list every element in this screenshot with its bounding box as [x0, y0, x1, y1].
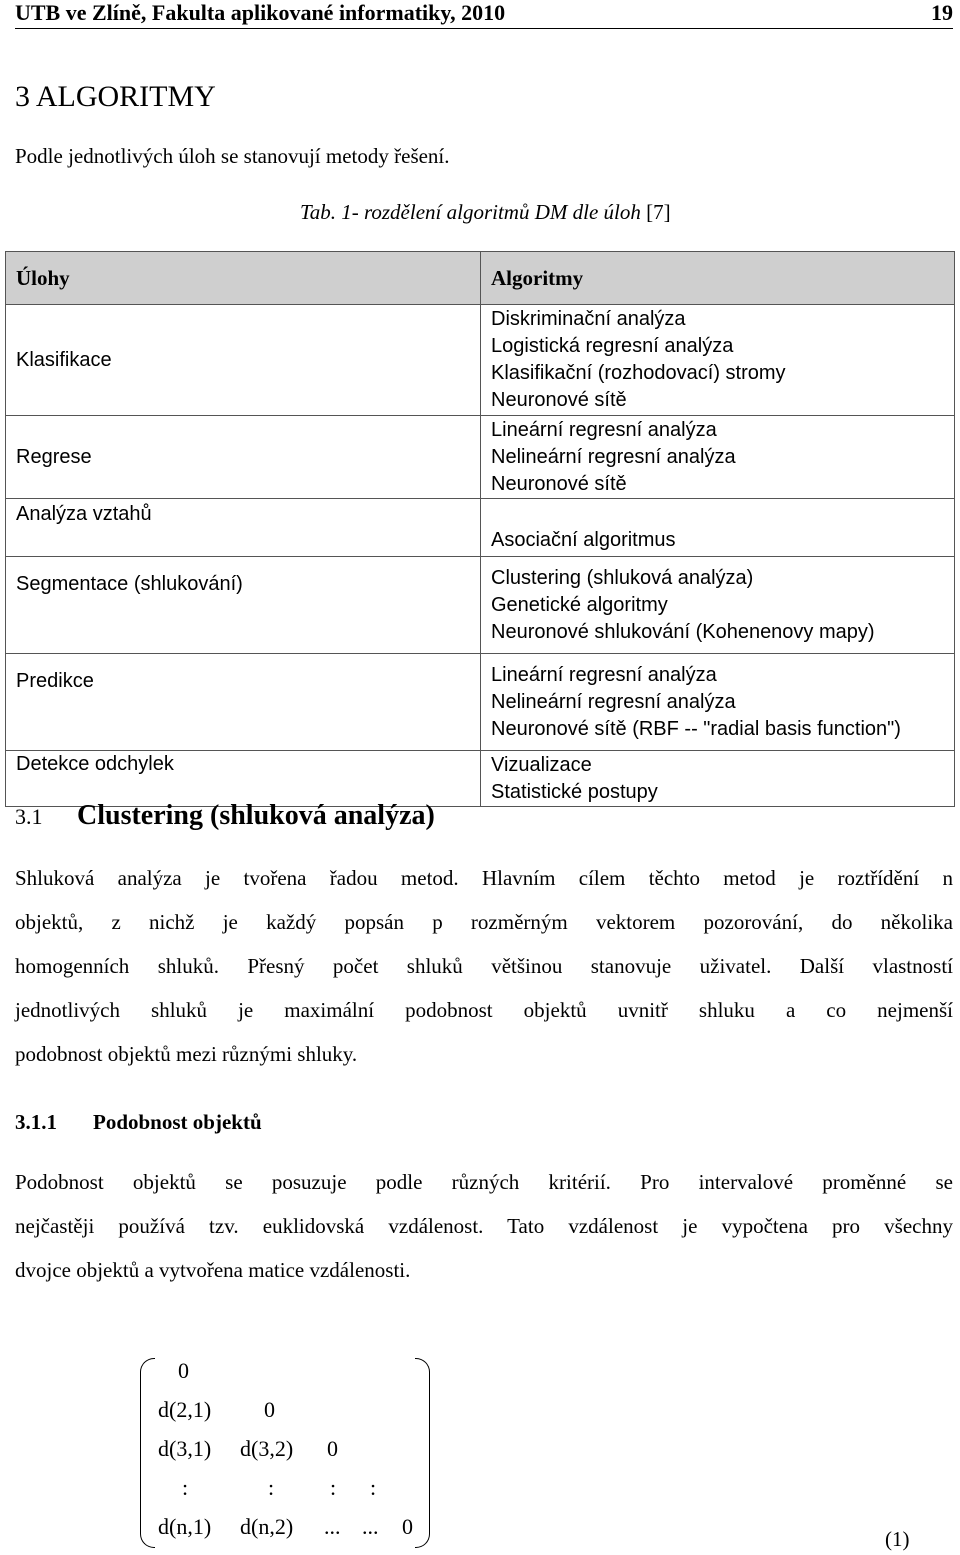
- header-algorithms: Algoritmy: [481, 252, 955, 305]
- subsection-title: Podobnost objektů: [93, 1110, 262, 1134]
- page-header: [15, 0, 953, 29]
- matrix-cell: 0: [264, 1397, 275, 1422]
- matrix-cell: ...: [324, 1514, 341, 1539]
- algorithms-cell: [481, 305, 955, 416]
- table-caption-ref: [7]: [640, 200, 671, 224]
- algorithms-cell: [481, 557, 955, 654]
- header-tasks: Úlohy: [6, 252, 481, 305]
- table-caption: [300, 200, 671, 225]
- equation-number: (1): [885, 1527, 910, 1551]
- task-cell: Klasifikace: [6, 305, 481, 416]
- matrix-cell: d(3,1): [158, 1436, 212, 1461]
- table-row: [6, 751, 955, 807]
- paragraph-similarity: [15, 1160, 953, 1292]
- matrix-cell: d(2,1): [158, 1397, 212, 1422]
- algorithms-cell: [481, 751, 955, 807]
- paragraph-line: Podobnost objektů se posuzuje podle různých kritérií. Pro intervalové proměnné se: [15, 1170, 953, 1194]
- table-row: [6, 654, 955, 751]
- table-row: [6, 499, 955, 557]
- paragraph-line: nejčastěji používá tzv. euklidovská vzdálenost. Tato vzdálenost je vypočtena pro všechny: [15, 1214, 953, 1238]
- algorithm-item: Statistické postupy: [491, 780, 658, 803]
- task-cell: Predikce: [6, 654, 481, 751]
- algorithm-item: Neuronové sítě: [491, 472, 627, 495]
- task-cell: Regrese: [6, 416, 481, 499]
- algorithm-item: Nelineární regresní analýza: [491, 690, 736, 713]
- algorithms-cell: [481, 499, 955, 557]
- algorithm-item: Lineární regresní analýza: [491, 663, 717, 686]
- matrix-cell: :: [182, 1475, 189, 1500]
- table-caption-text: Tab. 1- rozdělení algoritmů DM dle úloh: [300, 200, 641, 224]
- matrix-cell: d(n,2): [240, 1514, 294, 1539]
- section-heading: [15, 800, 435, 832]
- section-number: 3.1: [15, 804, 43, 829]
- algorithm-item: Vizualizace: [491, 753, 592, 776]
- matrix-cell: 0: [178, 1358, 189, 1383]
- matrix-cell: :: [370, 1475, 377, 1500]
- matrix-cell: d(n,1): [158, 1514, 212, 1539]
- paragraph-line: Shluková analýza je tvořena řadou metod. Hlavním cílem těchto metod je roztřídění n: [15, 866, 953, 890]
- paragraph-line: objektů, z nichž je každý popsán p rozměrným vektorem pozorování, do několika: [15, 910, 953, 934]
- paragraph-line: dvojce objektů a vytvořena matice vzdálenosti.: [15, 1258, 411, 1282]
- paragraph-line: podobnost objektů mezi různými shluky.: [15, 1042, 358, 1066]
- algorithm-item: Neuronové sítě: [491, 389, 627, 411]
- algorithm-item: Lineární regresní analýza: [491, 418, 717, 441]
- algorithm-item: Genetické algoritmy: [491, 593, 668, 616]
- algorithm-item: Logistická regresní analýza: [491, 335, 734, 357]
- algorithms-table: [5, 251, 955, 807]
- chapter-title: 3 ALGORITMY: [15, 80, 216, 113]
- subsection-heading: [15, 1110, 262, 1135]
- algorithm-item: Clustering (shluková analýza): [491, 566, 754, 589]
- task-cell: Segmentace (shlukování): [6, 557, 481, 654]
- matrix-cell: ...: [362, 1514, 379, 1539]
- table-row: [6, 416, 955, 499]
- algorithms-cell: [481, 416, 955, 499]
- header-title: UTB ve Zlíně, Fakulta aplikované informatiky, 2010: [15, 0, 506, 25]
- algorithm-item: Nelineární regresní analýza: [491, 445, 736, 468]
- algorithm-item: Neuronové sítě (RBF -- "radial basis function"): [491, 717, 901, 740]
- matrix-cell: d(3,2): [240, 1436, 294, 1461]
- paragraph-line: jednotlivých shluků je maximální podobnost objektů uvnitř shluku a co nejmenší: [15, 998, 953, 1022]
- subsection-number: 3.1.1: [15, 1110, 57, 1134]
- distance-matrix: [140, 1350, 440, 1550]
- algorithm-item: Diskriminační analýza: [491, 308, 686, 330]
- intro-text: Podle jednotlivých úloh se stanovují metody řešení.: [15, 144, 450, 168]
- paragraph-clustering: [15, 856, 953, 1076]
- table-row: [6, 305, 955, 416]
- left-paren: [140, 1358, 155, 1548]
- algorithm-item: Neuronové shlukování (Kohenenovy mapy): [491, 620, 875, 643]
- right-paren: [415, 1358, 430, 1548]
- algorithm-item: Asociační algoritmus: [491, 529, 676, 551]
- page-number: 19: [931, 0, 953, 25]
- matrix-cell: 0: [402, 1514, 413, 1539]
- task-cell: Analýza vztahů: [6, 499, 481, 557]
- table-row: [6, 557, 955, 654]
- algorithm-item: Klasifikační (rozhodovací) stromy: [491, 362, 786, 384]
- task-cell: Detekce odchylek: [6, 751, 481, 807]
- section-title: Clustering (shluková analýza): [77, 800, 435, 831]
- paragraph-line: homogenních shluků. Přesný počet shluků většinou stanovuje uživatel. Další vlastností: [15, 954, 953, 978]
- table-header-row: [6, 252, 955, 305]
- algorithms-cell: [481, 654, 955, 751]
- matrix-cell: 0: [327, 1436, 338, 1461]
- matrix-cell: :: [268, 1475, 275, 1500]
- matrix-cell: :: [330, 1475, 337, 1500]
